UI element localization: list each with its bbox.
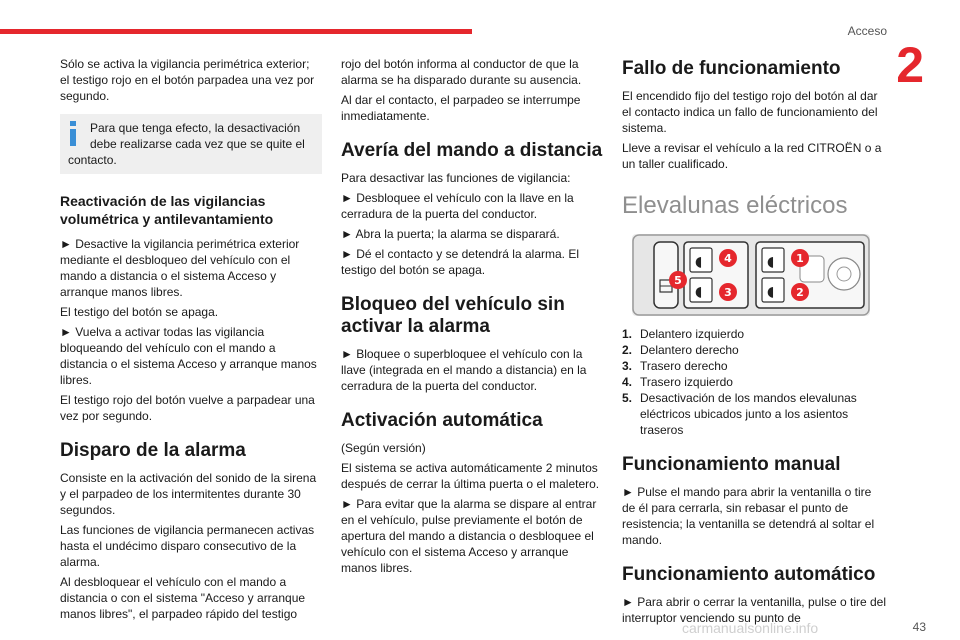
paragraph: ► Pulse el mando para abrir la ventanilla o tire de él para cerrarla, sin rebasar el punto de resistencia; la ventanilla se detendrá al soltar el mando. [622,485,875,547]
column-2 [341,56,603,580]
heading-averia: Avería del mando a distancia [341,140,603,161]
paragraph: ► Abra la puerta; la alarma se disparará. [341,227,560,241]
chapter-number: 2 [896,37,924,93]
list-text: Trasero izquierdo [640,375,733,389]
paragraph: Para desactivar las funciones de vigilancia: [341,171,571,185]
list-item [622,342,888,358]
list-item [622,326,888,342]
list-text: Delantero izquierdo [640,327,745,341]
mirror-joystick [828,258,860,290]
list-number: 5. [622,391,633,405]
svg-text:◖: ◖ [767,254,775,270]
window-switch-diagram [632,234,870,316]
paragraph: El testigo del botón se apaga. [60,305,219,319]
paragraph: Consiste en la activación del sonido de la sirena y el parpadeo de los intermitentes durante 30 segundos. [60,471,317,517]
svg-text:◖: ◖ [767,284,775,300]
note-line: Para que tenga efecto, la desactivación [90,121,301,135]
paragraph: ► Para evitar que la alarma se dispare al entrar en el vehículo, pulse previamente el botón de apertura del mando a distancia o desbloquee el vehículo con el sistema Acceso y arranque manos libres. [341,497,597,575]
paragraph: Sólo se activa la vigilancia perimétrica exterior; el testigo rojo en el botón parpadea una vez por segundo. [60,57,315,103]
callout-label: 4 [724,252,732,265]
paragraph: (Según versión) [341,441,426,455]
paragraph: ► Dé el contacto y se detendrá la alarma. El testigo del botón se apaga. [341,247,579,277]
column-1 [60,56,322,626]
watermark: carmanualsonline.info [682,620,819,636]
list-item [622,390,888,438]
svg-text:◖: ◖ [695,254,703,270]
list-number: 3. [622,359,633,373]
heading-elevalunas: Elevalunas eléctricos [622,192,848,219]
paragraph: ► Desactive la vigilancia perimétrica exterior mediante el desbloqueo del vehículo con el mando a distancia o el sistema Acceso y arranque manos libres. [60,237,300,299]
callout-label: 1 [796,252,804,265]
legend-list [622,326,888,438]
paragraph: El sistema se activa automáticamente 2 minutos después de cerrar la última puerta o el maletero. [341,461,600,491]
list-text: Delantero derecho [640,343,739,357]
paragraph: rojo del botón informa al conductor de que la alarma se ha disparado durante su ausencia. [341,57,582,87]
heading-manual: Funcionamiento manual [622,454,841,475]
heading-reactivacion: Reactivación de las vigilancias volumétrica y antilevantamiento [60,193,274,227]
list-item [622,358,888,374]
callout-label: 2 [796,286,804,299]
paragraph: ► Desbloquee el vehículo con la llave en la cerradura de la puerta del conductor. [341,191,574,221]
heading-bloqueo: Bloqueo del vehículo sin activar la alarma [341,294,565,337]
list-number: 4. [622,375,633,389]
list-text: Trasero derecho [640,359,728,373]
note-line: contacto. [68,153,117,167]
paragraph: Lleve a revisar el vehículo a la red CITROËN o a un taller cualificado. [622,141,882,171]
section-title: Acceso [847,24,887,38]
callout-label: 5 [674,274,682,287]
callout-label: 3 [724,286,732,299]
window-switch-panel [632,234,870,316]
info-note [60,114,322,174]
info-icon [69,121,77,147]
note-line: debe realizarse cada vez que se quite el [90,137,305,151]
list-text: Desactivación de los mandos elevalunas eléctricos ubicados junto a los asientos traseros [640,391,857,437]
list-number: 2. [622,343,633,357]
heading-activacion: Activación automática [341,410,543,431]
paragraph: Al dar el contacto, el parpadeo se interrumpe inmediatamente. [341,93,581,123]
paragraph: El encendido fijo del testigo rojo del botón al dar el contacto indica un fallo de funcionamiento del sistema. [622,89,878,135]
paragraph: Al desbloquear el vehículo con el mando a distancia o con el sistema "Acceso y arranque manos libres", el parpadeo rápido del testigo [60,575,306,621]
svg-text:◖: ◖ [695,284,703,300]
paragraph: ► Bloquee o superbloquee el vehículo con la llave (integrada en el mando a distancia) en la cerradura de la puerta del conductor. [341,347,587,393]
paragraph: El testigo rojo del botón vuelve a parpadear una vez por segundo. [60,393,315,423]
list-number: 1. [622,327,633,341]
heading-disparo: Disparo de la alarma [60,440,246,461]
paragraph: ► Para abrir o cerrar la ventanilla, pulse o tire del interruptor venciendo su punto de [622,595,886,625]
heading-fallo: Fallo de funcionamiento [622,58,841,79]
column-3 [622,56,888,630]
list-item [622,374,888,390]
paragraph: Las funciones de vigilancia permanecen activas hasta el undécimo disparo consecutivo de la alarma. [60,523,315,569]
paragraph: ► Vuelva a activar todas las vigilancia bloqueando del vehículo con el mando a distancia o el sistema Acceso y arranque manos libres. [60,325,317,387]
heading-automatico: Funcionamiento automático [622,564,876,585]
page-number: 43 [912,620,926,634]
header-accent-bar [0,29,472,34]
